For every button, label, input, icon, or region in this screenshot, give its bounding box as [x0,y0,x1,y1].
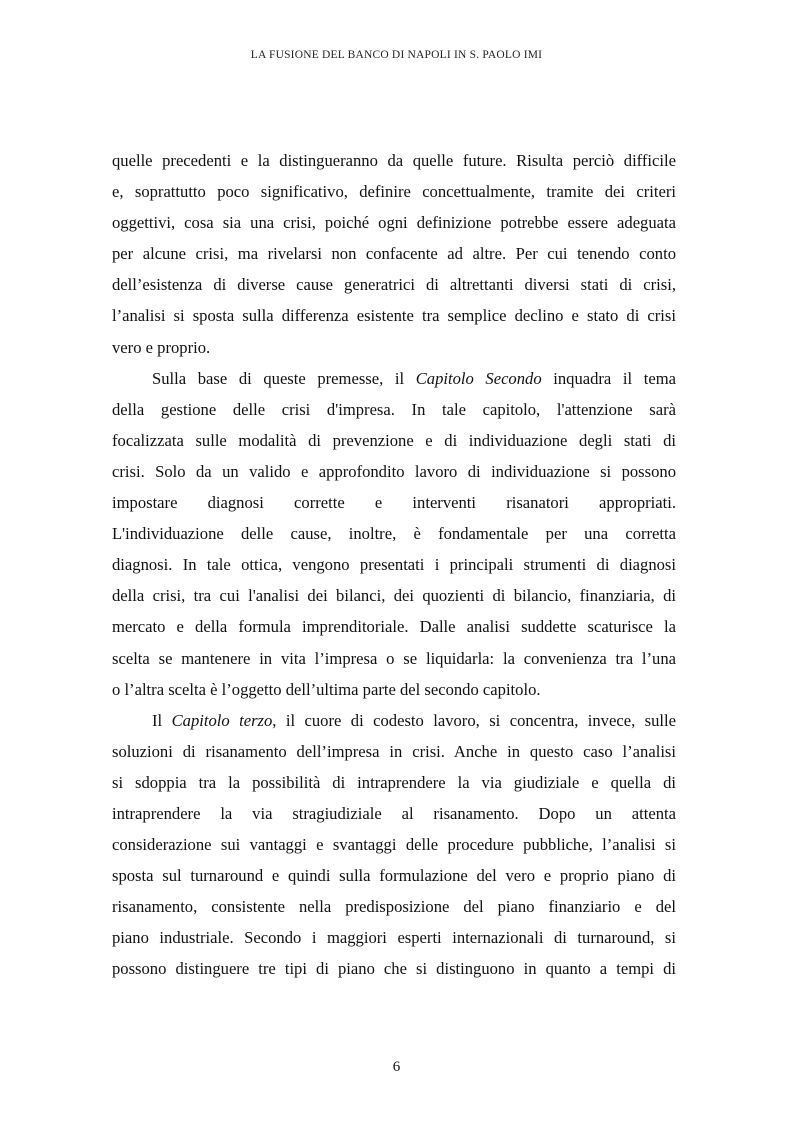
body-text [112,145,676,985]
text-line: dell’esistenza di diverse cause generatrici di altrettanti diversi stati di crisi, [112,275,676,295]
text-line: crisi. Solo da un valido e approfondito lavoro di individuazione si possono [112,461,676,481]
text-line: della gestione delle crisi d'impresa. In tale capitolo, l'attenzione sarà [112,399,676,419]
chapter-reference: Capitolo terzo [171,710,273,730]
text-span: , il cuore di codesto lavoro, si concentra, invece, sulle [272,710,676,730]
text-line: piano industriale. Secondo i maggiori esperti internazionali di turnaround, si [112,928,676,948]
paragraph-first-line [112,705,676,736]
text-line: diagnosi. In tale ottica, vengono presentati i principali strumenti di diagnosi [112,555,676,575]
running-header: LA FUSIONE DEL BANCO DI NAPOLI IN S. PAOLO IMI [250,49,543,61]
paragraph-first-line [112,363,676,394]
page-number: 6 [392,1059,401,1075]
text-line: per alcune crisi, ma rivelarsi non confacente ad altre. Per cui tenendo conto [112,244,676,264]
text-line: possono distinguere tre tipi di piano che si distinguono in quanto a tempi di [112,959,676,979]
text-line: oggettivi, cosa sia una crisi, poiché ogni definizione potrebbe essere adeguata [112,213,676,233]
text-line: vero e proprio. [112,337,211,357]
text-line: e, soprattutto poco significativo, definire concettualmente, tramite dei criteri [112,182,676,202]
text-line: impostare diagnosi corrette e interventi risanatori appropriati. [112,493,676,513]
text-line: intraprendere la via stragiudiziale al risanamento. Dopo un attenta [112,803,676,823]
text-span: Il [152,710,172,730]
text-line: della crisi, tra cui l'analisi dei bilanci, dei quozienti di bilancio, finanziaria, di [112,586,676,606]
text-line: l’analisi si sposta sulla differenza esistente tra semplice declino e stato di crisi [112,306,676,326]
text-span: Sulla base di queste premesse, il [152,368,416,388]
text-line: o l’altra scelta è l’oggetto dell’ultima parte del secondo capitolo. [112,679,541,699]
text-line: risanamento, consistente nella predisposizione del piano finanziario e del [112,897,676,917]
text-line: considerazione sui vantaggi e svantaggi delle procedure pubbliche, l’analisi si [112,835,676,855]
text-line: quelle precedenti e la distingueranno da quelle future. Risulta perciò difficile [112,151,676,170]
text-line: soluzioni di risanamento dell’impresa in crisi. Anche in questo caso l’analisi [112,741,676,761]
text-line: scelta se mantenere in vita l’impresa o se liquidarla: la convenienza tra l’una [112,648,676,668]
text-line: mercato e della formula imprenditoriale. Dalle analisi suddette scaturisce la [112,617,676,637]
text-line: L'individuazione delle cause, inoltre, è fondamentale per una corretta [112,524,676,544]
chapter-reference: Capitolo Secondo [415,368,542,388]
text-line: focalizzata sulle modalità di prevenzione e di individuazione degli stati di [112,430,676,450]
text-line: si sdoppia tra la possibilità di intraprendere la via giudiziale e quella di [112,772,676,792]
text-line: sposta sul turnaround e quindi sulla formulazione del vero e proprio piano di [112,866,676,886]
text-span: inquadra il tema [541,368,676,388]
